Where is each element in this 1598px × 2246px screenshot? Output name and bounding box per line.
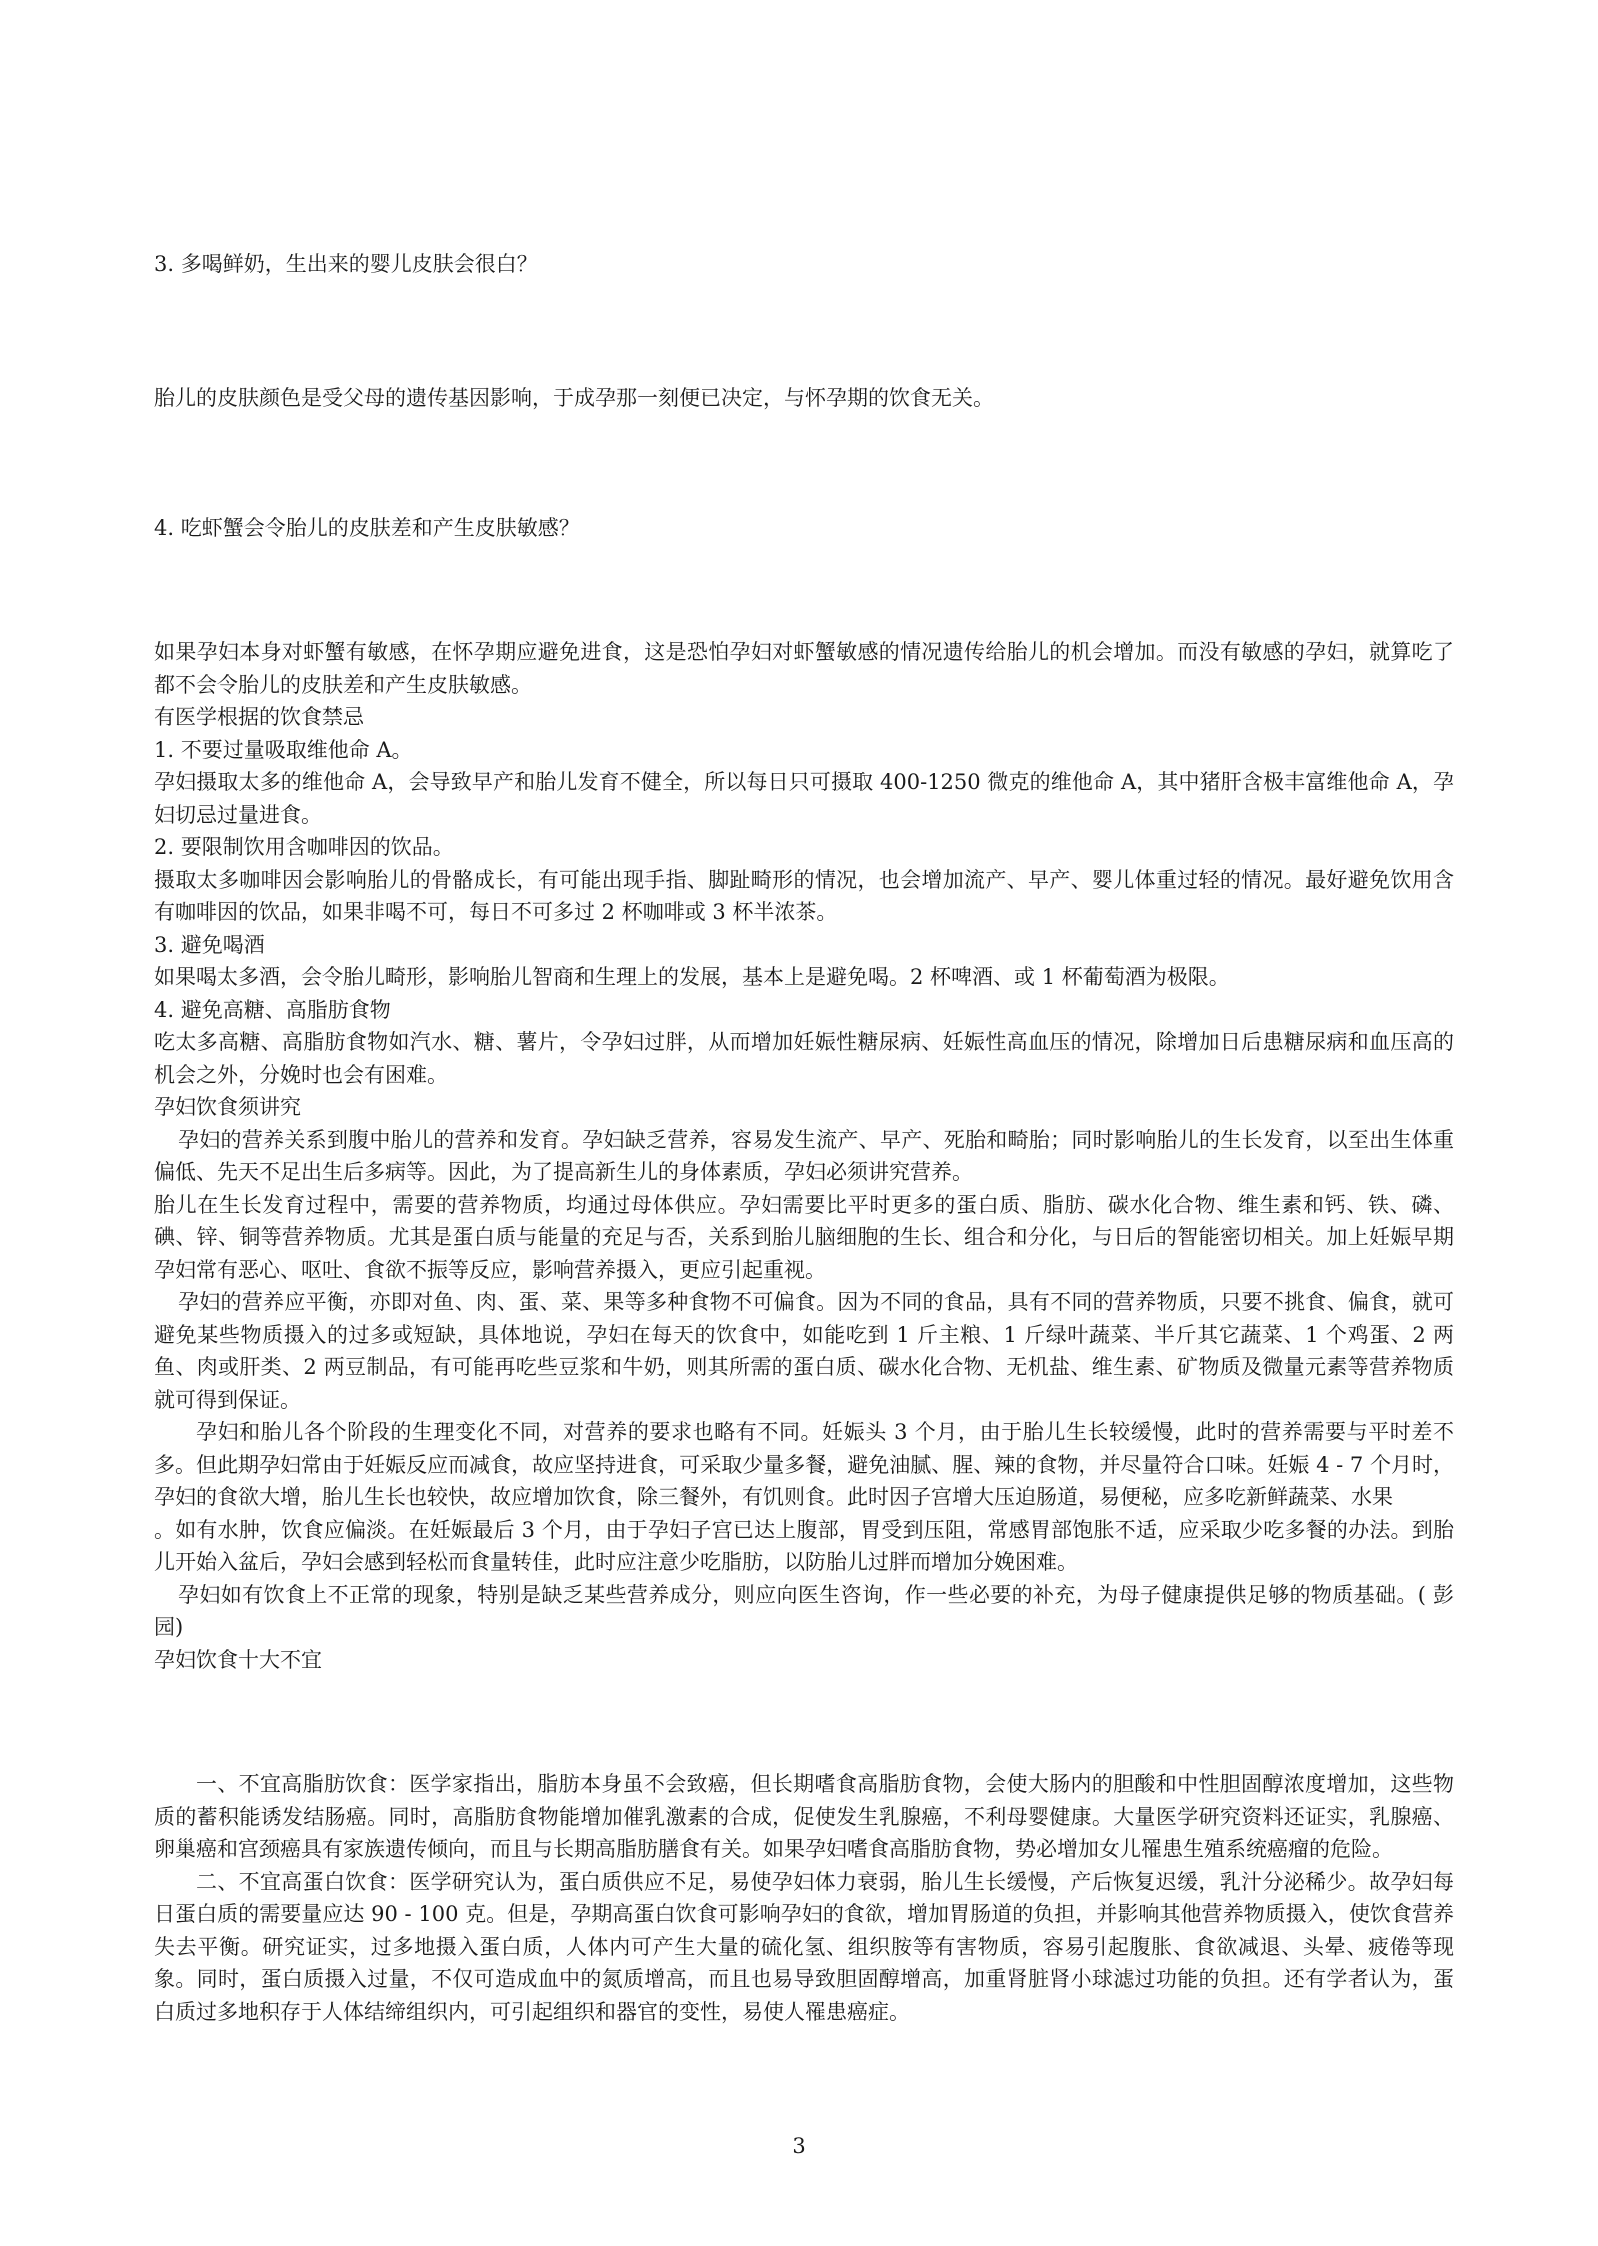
ten-taboos-heading: 孕妇饮食十大不宜 [154,1647,322,1672]
taboo-1-text: 孕妇摄取太多的维他命 A，会导致早产和胎儿发育不健全，所以每日只可摄取 400-1250 微克的维他命 A，其中猪肝含极丰富维他命 A，孕妇切忌过量进食。 [154,770,1454,827]
taboo-2-title: 2. 要限制饮用含咖啡因的饮品。 [154,835,454,859]
page-number: 3 [792,2134,806,2158]
crab-allergy-paragraph: 如果孕妇本身对虾蟹有敏感，在怀孕期应避免进食，这是恐怕孕妇对虾蟹敏感的情况遗传给胎儿的机会增加。而没有敏感的孕妇，就算吃了都不会令胎儿的皮肤差和产生皮肤敏感。 [154,640,1454,697]
taboo-4-text: 吃太多高糖、高脂肪食物如汽水、糖、薯片，令孕妇过胖，从而增加妊娠性糖尿病、妊娠性高血压的情况，除增加日后患糖尿病和血压高的机会之外，分娩时也会有困难。 [154,1030,1454,1087]
diet-paragraph-2: 胎儿在生长发育过程中，需要的营养物质，均通过母体供应。孕妇需要比平时更多的蛋白质、脂肪、碳水化合物、维生素和钙、铁、磷、碘、锌、铜等营养物质。尤其是蛋白质与能量的充足与否，关系到胎儿脑细胞的生长、组合和分化，与日后的智能密切相关。加上妊娠早期孕妇常有恶心、呕吐、食欲不振等反应，影响营养摄入，更应引起重视。 [154,1192,1454,1282]
taboo-1-title: 1. 不要过量吸取维他命 A。 [154,737,413,762]
diet-heading: 孕妇饮食须讲究 [154,1095,301,1119]
question-4-title: 4. 吃虾蟹会令胎儿的皮肤差和产生皮肤敏感？ [154,516,580,540]
diet-paragraph-4: 孕妇和胎儿各个阶段的生理变化不同，对营养的要求也略有不同。妊娠头 3 个月，由于胎儿生长较缓慢，此时的营养需要与平时差不多。但此期孕妇常由于妊娠反应而减食，故应坚持进食，可采取少量多餐，避免油腻、腥、辣的食物，并尽量符合口味。妊娠 4 - 7 个月时，孕妇的食欲大增，胎儿生长也较快，故应增加饮食，除三餐外，有饥则食。此时因子宫增大压迫肠道，易便秘，应多吃新鲜蔬菜、水果 [154,1420,1454,1509]
diet-paragraph-3: 孕妇的营养应平衡，亦即对鱼、肉、蛋、菜、果等多种食物不可偏食。因为不同的食品，具有不同的营养物质，只要不挑食、偏食，就可避免某些物质摄入的过多或短缺，具体地说，孕妇在每天的饮食中，如能吃到 1 斤主粮、1 斤绿叶蔬菜、半斤其它蔬菜、1 个鸡蛋、2 两鱼、肉或肝类、2 两豆制品，有可能再吃些豆浆和牛奶，则其所需的蛋白质、碳水化合物、无机盐、维生素、矿物质及微量元素等营养物质就可得到保证。 [154,1290,1454,1412]
diet-paragraph-1: 孕妇的营养关系到腹中胎儿的营养和发育。孕妇缺乏营养，容易发生流产、早产、死胎和畸胎；同时影响胎儿的生长发育，以至出生体重偏低、先天不足出生后多病等。因此，为了提高新生儿的身体素质，孕妇必须讲究营养。 [154,1127,1454,1184]
main-body [154,636,1454,1676]
taboo-3-text: 如果喝太多酒，会令胎儿畸形，影响胎儿智商和生理上的发展，基本上是避免喝。2 杯啤酒、或 1 杯葡萄酒为极限。 [154,965,1230,989]
ten-taboos-body [154,1768,1454,2028]
taboo-high-protein-paragraph: 二、不宜高蛋白饮食：医学研究认为，蛋白质供应不足，易使孕妇体力衰弱，胎儿生长缓慢，产后恢复迟缓，乳汁分泌稀少。故孕妇每日蛋白质的需要量应达 90 - 100 克。但是，孕期高蛋白饮食可影响孕妇的食欲，增加胃肠道的负担，并影响其他营养物质摄入，使饮食营养失去平衡。研究证实，过多地摄入蛋白质，人体内可产生大量的硫化氢、组织胺等有害物质，容易引起腹胀、食欲减退、头晕、疲倦等现象。同时，蛋白质摄入过量，不仅可造成血中的氮质增高，而且也易导致胆固醇增高，加重肾脏肾小球滤过功能的负担。还有学者认为，蛋白质过多地积存于人体结缔组织内，可引起组织和器官的变性，易使人罹患癌症。 [154,1869,1454,2024]
question-3-title: 3. 多喝鲜奶，生出来的婴儿皮肤会很白？ [154,252,538,276]
question-3-answer: 胎儿的皮肤颜色是受父母的遗传基因影响，于成孕那一刻便已决定，与怀孕期的饮食无关。 [154,386,994,410]
taboo-high-fat-paragraph: 一、不宜高脂肪饮食：医学家指出，脂肪本身虽不会致癌，但长期嗜食高脂肪食物，会使大肠内的胆酸和中性胆固醇浓度增加，这些物质的蓄积能诱发结肠癌。同时，高脂肪食物能增加催乳激素的合成，促使发生乳腺癌，不利母婴健康。大量医学研究资料还证实，乳腺癌、卵巢癌和宫颈癌具有家族遗传倾向，而且与长期高脂肪膳食有关。如果孕妇嗜食高脂肪食物，势必增加女儿罹患生殖系统癌瘤的危险。 [154,1772,1454,1861]
taboo-4-title: 4. 避免高糖、高脂肪食物 [154,997,391,1022]
diet-paragraph-6: 孕妇如有饮食上不正常的现象，特别是缺乏某些营养成分，则应向医生咨询，作一些必要的补充，为母子健康提供足够的物质基础。( 彭园) [154,1582,1454,1639]
taboo-2-text: 摄取太多咖啡因会影响胎儿的骨骼成长，有可能出现手指、脚趾畸形的情况，也会增加流产、早产、婴儿体重过轻的情况。最好避免饮用含有咖啡因的饮品，如果非喝不可，每日不可多过 2 杯咖啡或 3 杯半浓茶。 [154,867,1454,924]
taboo-3-title: 3. 避免喝酒 [154,932,265,957]
diet-paragraph-5: 。如有水肿，饮食应偏淡。在妊娠最后 3 个月，由于孕妇子宫已达上腹部，胃受到压阻，常感胃部饱胀不适，应采取少吃多餐的办法。到胎儿开始入盆后，孕妇会感到轻松而食量转佳，此时应注意少吃脂肪，以防胎儿过胖而增加分娩困难。 [154,1517,1454,1574]
taboo-heading: 有医学根据的饮食禁忌 [154,705,364,729]
